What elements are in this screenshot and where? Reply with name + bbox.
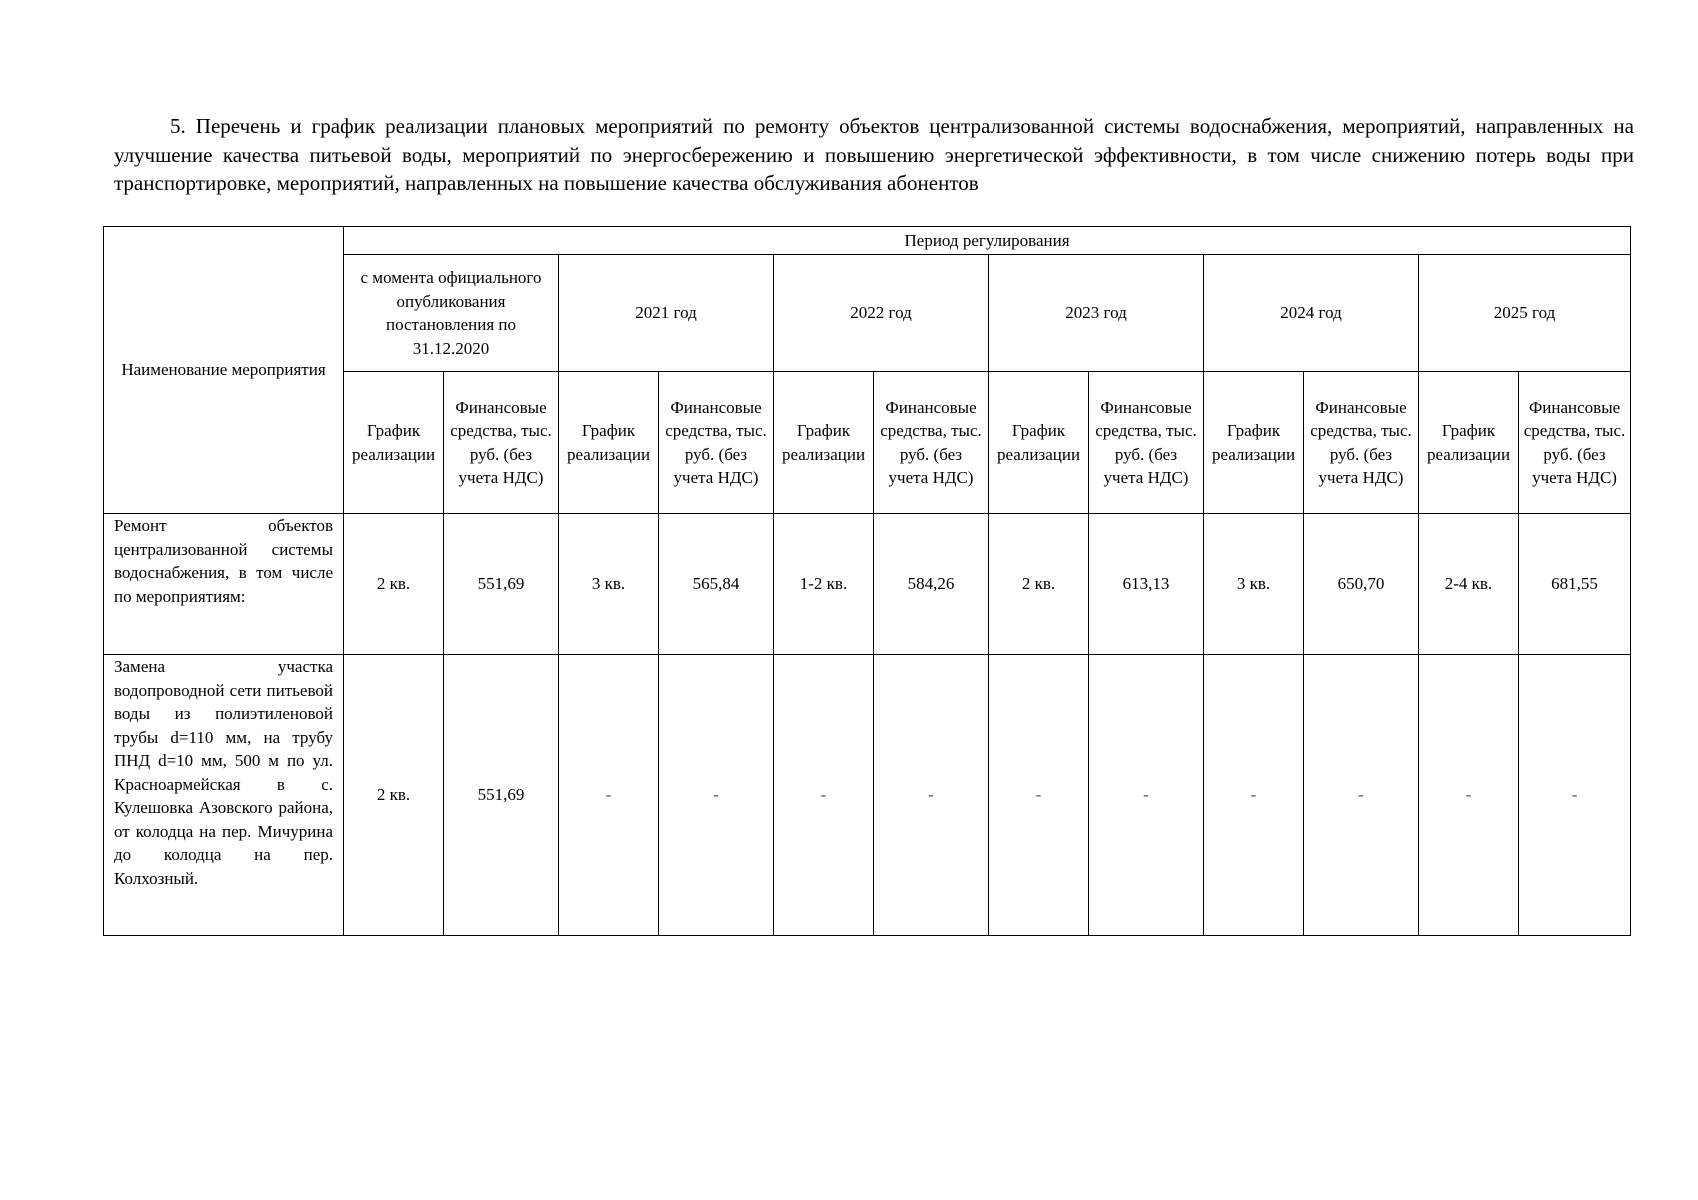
subheader-schedule: График реализации bbox=[989, 372, 1089, 514]
table-cell: 2-4 кв. bbox=[1419, 514, 1519, 655]
table-cell: 551,69 bbox=[444, 514, 559, 655]
column-header-period: Период регулирования bbox=[344, 227, 1631, 255]
period-header: 2022 год bbox=[774, 255, 989, 372]
table-cell: - bbox=[559, 655, 659, 936]
subheader-finance: Финансовые средства, тыс. руб. (без учета НДС) bbox=[1519, 372, 1631, 514]
table-cell: - bbox=[1204, 655, 1304, 936]
plan-table bbox=[103, 226, 1631, 936]
row-name: Замена участка водопроводной сети питьевой воды из полиэтиленовой трубы d=110 мм, на трубу ПНД d=10 мм, 500 м по ул. Красноармейская в с. Кулешовка Азовского района, от колодца на пер. Мичурина до колодца на пер. Колхозный. bbox=[104, 655, 344, 936]
subheader-finance: Финансовые средства, тыс. руб. (без учета НДС) bbox=[1089, 372, 1204, 514]
subheader-schedule: График реализации bbox=[559, 372, 659, 514]
subheader-schedule: График реализации bbox=[774, 372, 874, 514]
table-cell: 650,70 bbox=[1304, 514, 1419, 655]
table-row bbox=[104, 514, 1631, 655]
table-row bbox=[104, 655, 1631, 936]
table-cell: - bbox=[989, 655, 1089, 936]
section-heading: 5. Перечень и график реализации плановых мероприятий по ремонту объектов централизованной системы водоснабжения, мероприятий, направленных на улучшение качества питьевой воды, мероприятий по энергосбережению и повышению энергетической эффективности, в том числе снижению потерь воды при транспортировке, мероприятий, направленных на повышение качества обслуживания абонентов bbox=[114, 114, 1634, 195]
subheader-schedule: График реализации bbox=[344, 372, 444, 514]
table-cell: 565,84 bbox=[659, 514, 774, 655]
table-cell: 1-2 кв. bbox=[774, 514, 874, 655]
table-cell: 584,26 bbox=[874, 514, 989, 655]
table-cell: - bbox=[1419, 655, 1519, 936]
row-name: Ремонт объектов централизованной системы водоснабжения, в том числе по мероприятиям: bbox=[104, 514, 344, 655]
period-header: 2024 год bbox=[1204, 255, 1419, 372]
table-cell: 3 кв. bbox=[559, 514, 659, 655]
period-header: 2023 год bbox=[989, 255, 1204, 372]
period-header: 2025 год bbox=[1419, 255, 1631, 372]
subheader-finance: Финансовые средства, тыс. руб. (без учета НДС) bbox=[874, 372, 989, 514]
header-row-1 bbox=[104, 227, 1631, 255]
table-cell: 613,13 bbox=[1089, 514, 1204, 655]
table-cell: - bbox=[1519, 655, 1631, 936]
subheader-finance: Финансовые средства, тыс. руб. (без учета НДС) bbox=[1304, 372, 1419, 514]
table-cell: - bbox=[774, 655, 874, 936]
subheader-finance: Финансовые средства, тыс. руб. (без учета НДС) bbox=[444, 372, 559, 514]
table-cell: - bbox=[659, 655, 774, 936]
subheader-schedule: График реализации bbox=[1419, 372, 1519, 514]
column-header-name: Наименование мероприятия bbox=[104, 227, 344, 514]
table-cell: 681,55 bbox=[1519, 514, 1631, 655]
table-cell: - bbox=[874, 655, 989, 936]
period-header: с момента официального опубликования постановления по 31.12.2020 bbox=[344, 255, 559, 372]
table-cell: 551,69 bbox=[444, 655, 559, 936]
subheader-finance: Финансовые средства, тыс. руб. (без учета НДС) bbox=[659, 372, 774, 514]
period-header: 2021 год bbox=[559, 255, 774, 372]
subheader-schedule: График реализации bbox=[1204, 372, 1304, 514]
table-cell: 2 кв. bbox=[344, 655, 444, 936]
table-cell: 3 кв. bbox=[1204, 514, 1304, 655]
table-cell: 2 кв. bbox=[989, 514, 1089, 655]
table-cell: - bbox=[1304, 655, 1419, 936]
table-cell: 2 кв. bbox=[344, 514, 444, 655]
table-cell: - bbox=[1089, 655, 1204, 936]
